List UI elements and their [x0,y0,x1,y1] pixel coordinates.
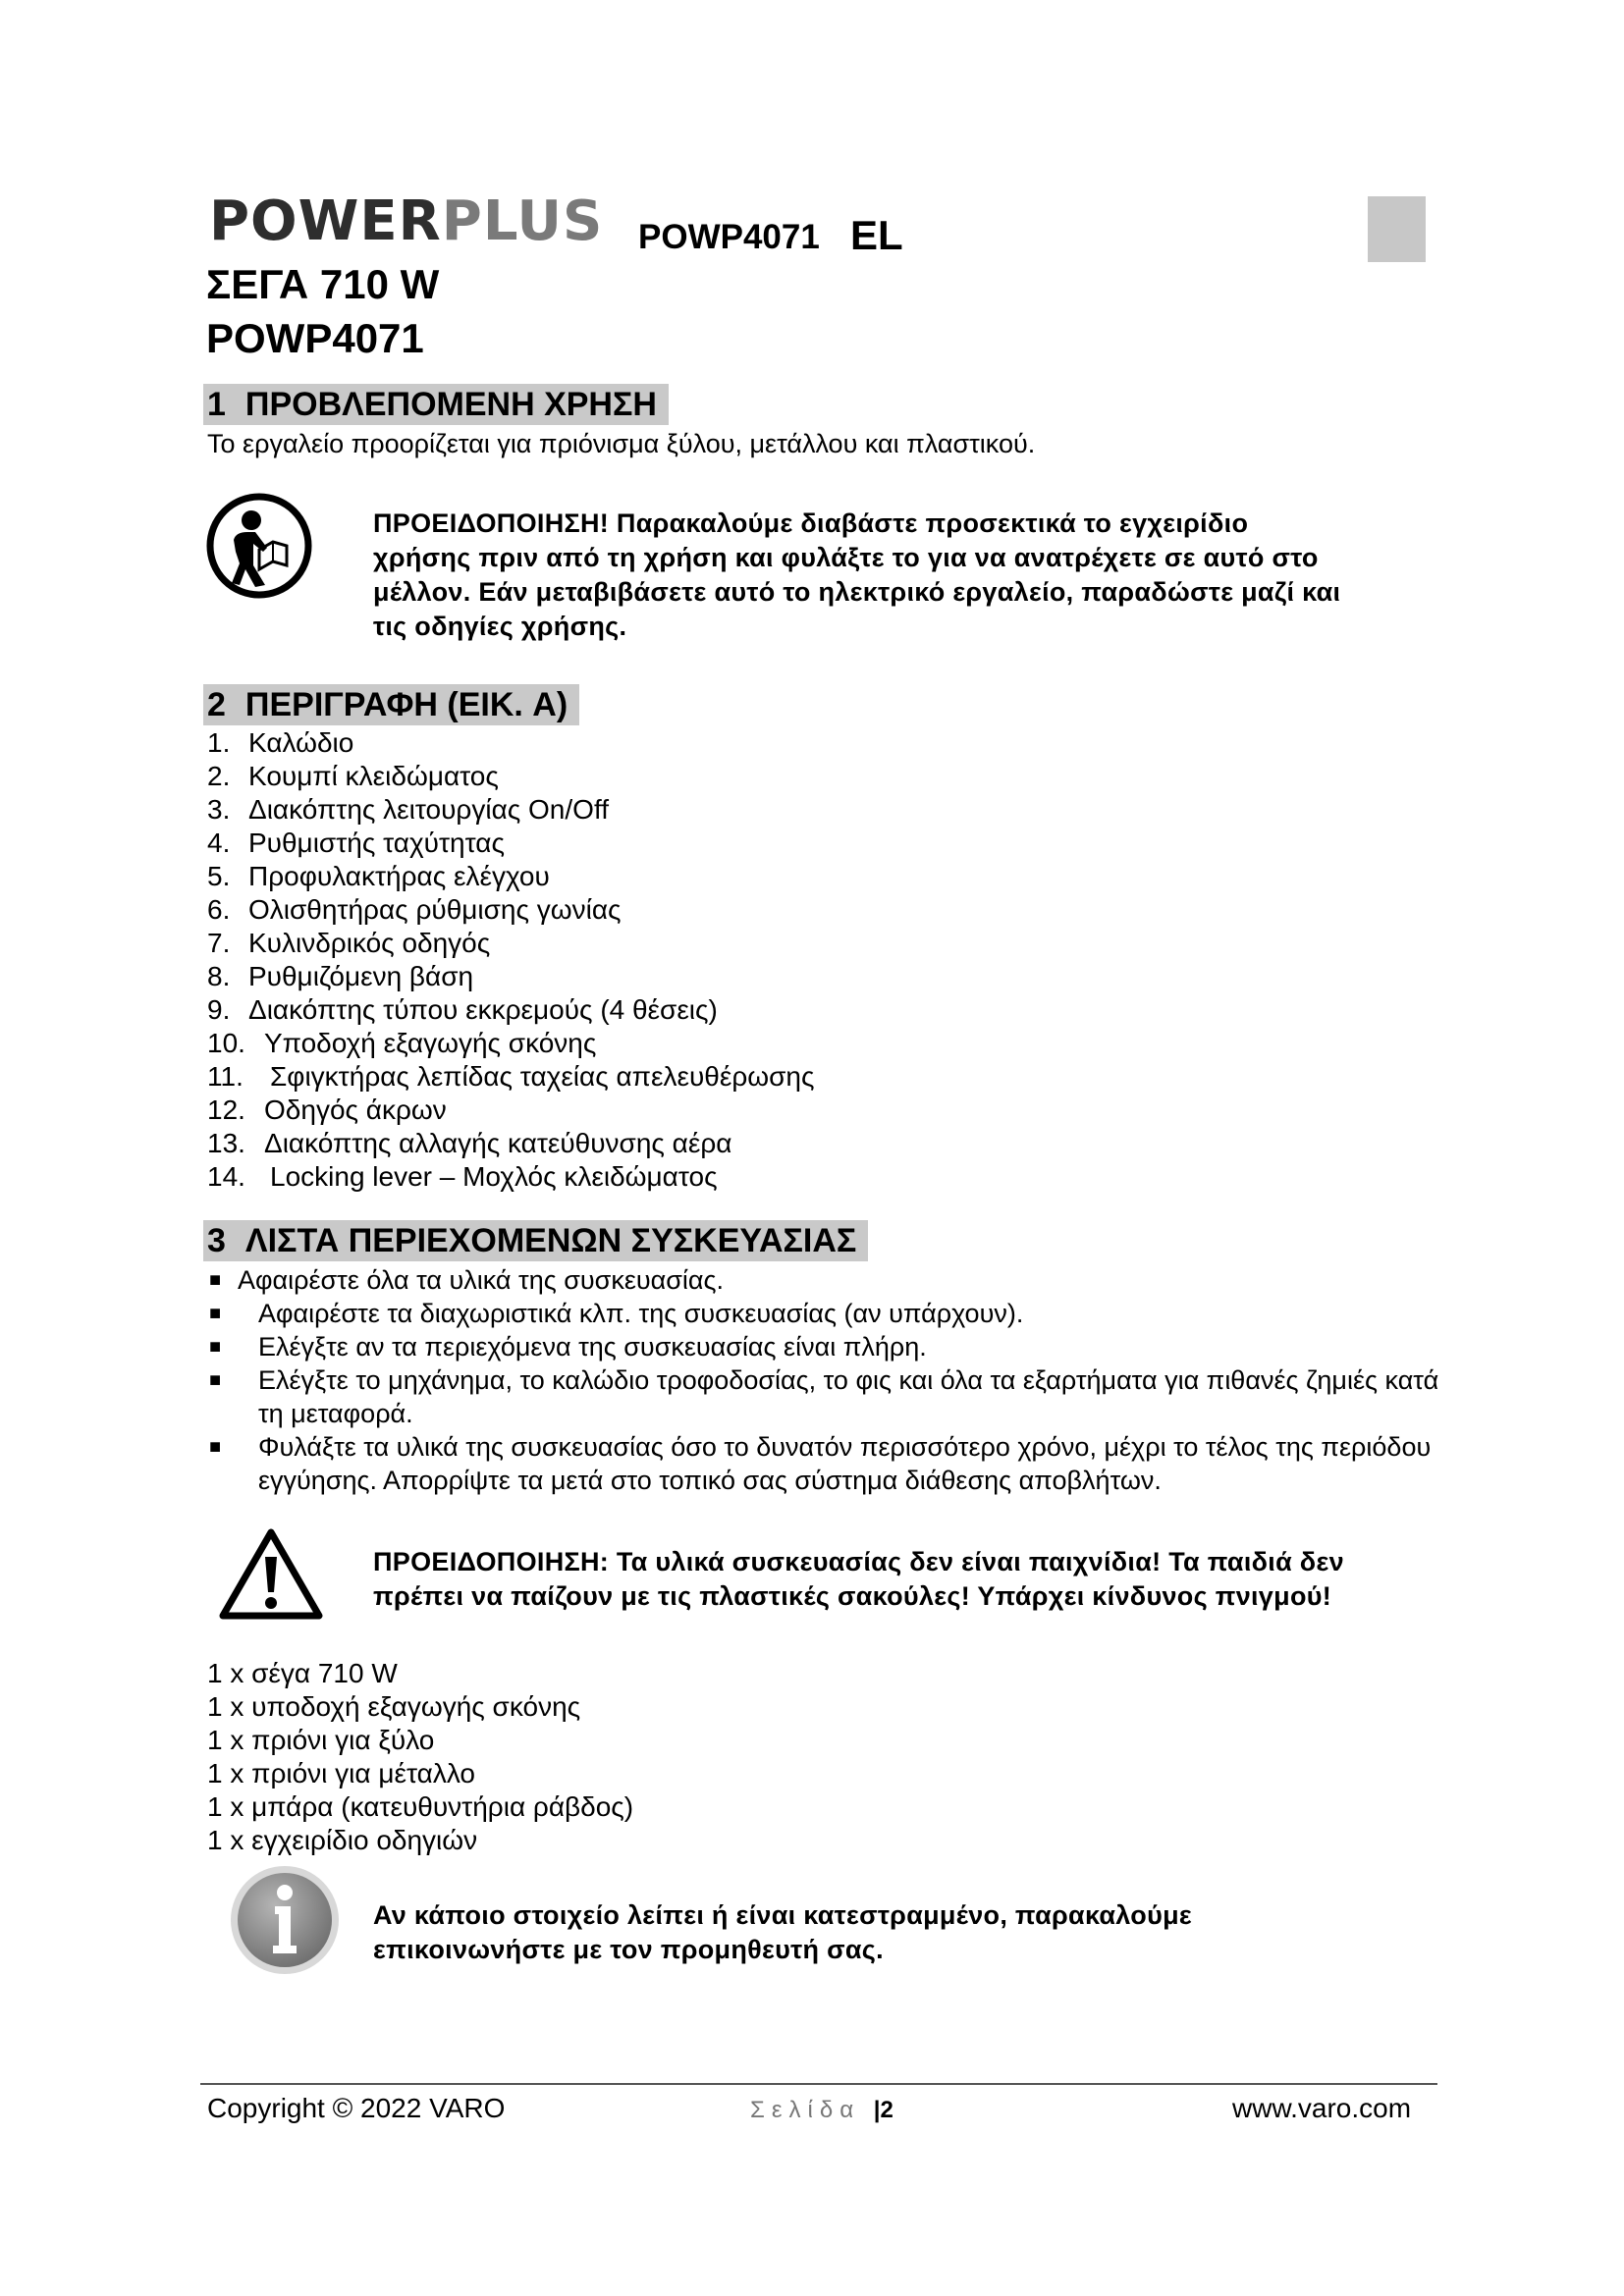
item-number: 8. [207,961,231,991]
item-number: 3. [207,794,231,825]
list-item [207,1160,814,1194]
language-code: EL [850,212,903,258]
footer-page-indicator [750,2097,893,2124]
list-item [207,1060,814,1094]
section-title: ΠΡΟΒΛΕΠΟΜΕΝΗ ΧΡΗΣΗ [244,386,657,423]
notice-line: Αν κάποιο στοιχείο λείπει ή είναι κατεστραμμένο, παρακαλούμε [373,1900,1193,1930]
list-item [207,927,814,960]
page-number: 2 [880,2097,893,2123]
section-title: ΠΕΡΙΓΡΑΦΗ (ΕΙΚ. A) [244,686,568,723]
item-label: Κυλινδρικός οδηγός [248,928,491,958]
list-item [207,1127,814,1160]
list-item [207,960,814,993]
item-number: 4. [207,828,231,858]
product-title: ΣΕΓΑ 710 W [206,261,440,307]
package-contents-list [207,1657,633,1857]
item-label: Ολισθητήρας ρύθμισης γωνίας [248,894,622,925]
footer-copyright: Copyright © 2022 VARO [207,2093,506,2123]
item-label: Ρυθμιζόμενη βάση [248,961,474,991]
list-item [207,793,814,827]
item-number: 14. [207,1161,245,1192]
brand-logo-power: POWER [209,189,442,253]
brand-logo-plus: PLUS [441,189,604,253]
section-number: 3 [207,1222,226,1259]
warning-line: ΠΡΟΕΙΔΟΠΟΙΗΣΗ! Παρακαλούμε διαβάστε προσεκτικά το εγχειρίδιο [373,508,1249,538]
bullet-icon: ■ [209,1436,222,1458]
bullet-item [203,1297,1440,1330]
safety-warning [373,507,1434,644]
list-item: 1 x υποδοχή εξαγωγής σκόνης [207,1691,581,1722]
bullet-text: Ελέγξτε το μηχάνημα, το καλώδιο τροφοδοσίας, το φις και όλα τα εξαρτήματα για πιθανές ζημιές κατά τη μεταφορά. [258,1365,1439,1428]
item-number: 9. [207,994,231,1025]
item-label: Διακόπτης τύπου εκκρεμούς (4 θέσεις) [248,994,718,1025]
item-label: Locking lever – Μοχλός κλειδώματος [270,1161,718,1192]
packaging-warning [373,1545,1434,1614]
list-item [207,993,814,1027]
list-item [207,827,814,860]
warning-line: χρήσης πριν από τη χρήση και φυλάξτε το για να ανατρέχετε σε αυτό στο [373,543,1319,572]
brand-logo [209,189,604,253]
bullet-text: Αφαιρέστε τα διαχωριστικά κλπ. της συσκευασίας (αν υπάρχουν). [258,1299,1024,1328]
list-item [207,1027,814,1060]
read-manual-icon [204,491,314,601]
section-heading-package-contents [203,1220,868,1261]
intended-use-text: Το εργαλείο προορίζεται για πριόνισμα ξύλου, μετάλλου και πλαστικού. [207,429,1036,458]
warning-line: τις οδηγίες χρήσης. [373,612,627,641]
item-label: Σφιγκτήρας λεπίδας ταχείας απελευθέρωσης [270,1061,815,1092]
list-item [207,860,814,893]
bullet-item [203,1263,1440,1297]
warning-line: μέλλον. Εάν μεταβιβάσετε αυτό το ηλεκτρικό εργαλείο, παραδώστε μαζί και [373,577,1341,607]
bullet-text: Ελέγξτε αν τα περιεχόμενα της συσκευασίας είναι πλήρη. [258,1332,927,1362]
section-heading-intended-use [203,384,669,425]
info-icon [228,1863,342,1977]
list-item: 1 x σέγα 710 W [207,1658,398,1688]
bullet-item [203,1363,1440,1430]
bullet-icon: ■ [209,1303,222,1324]
notice-line: επικοινωνήστε με τον προμηθευτή σας. [373,1935,884,1964]
item-label: Κουμπί κλειδώματος [248,761,499,791]
item-number: 1. [207,727,231,758]
list-item [207,893,814,927]
list-item [207,1094,814,1127]
page-separator: | [873,2097,881,2123]
bullet-icon: ■ [209,1336,222,1358]
bullet-item [203,1430,1440,1497]
unpacking-instructions [203,1263,1440,1497]
list-item [207,760,814,793]
item-number: 5. [207,861,231,891]
parts-list [207,726,814,1194]
bullet-text: Φυλάξτε τα υλικά της συσκευασίας όσο το δυνατόν περισσότερο χρόνο, μέχρι το τέλος της περιόδου εγγύησης. Απορρίψτε τα μετά στο τοπικό σας σύστημα διάθεσης αποβλήτων. [258,1432,1432,1495]
item-label: Ρυθμιστής ταχύτητας [248,828,505,858]
item-number: 12. [207,1095,245,1125]
footer-website: www.varo.com [1232,2093,1412,2123]
item-label: Διακόπτης αλλαγής κατεύθυνσης αέρα [264,1128,732,1158]
product-model: POWP4071 [206,315,424,361]
bullet-icon: ■ [209,1269,222,1291]
item-number: 13. [207,1128,245,1158]
section-number: 1 [207,386,226,423]
section-title: ΛΙΣΤΑ ΠΕΡΙΕΧΟΜΕΝΩΝ ΣΥΣΚΕΥΑΣΙΑΣ [244,1222,857,1259]
section-number: 2 [207,686,226,723]
section-heading-description [203,684,579,725]
item-label: Οδηγός άκρων [264,1095,447,1125]
item-number: 6. [207,894,231,925]
item-number: 7. [207,928,231,958]
language-tab-marker [1368,196,1426,262]
page-label: Σελίδα [750,2097,861,2123]
item-label: Προφυλακτήρας ελέγχου [248,861,550,891]
item-number: 10. [207,1028,245,1058]
item-number: 2. [207,761,231,791]
list-item: 1 x μπάρα (κατευθυντήρια ράβδος) [207,1791,634,1822]
warning-line: πρέπει να παίζουν με τις πλαστικές σακούλες! Υπάρχει κίνδυνος πνιγμού! [373,1581,1332,1611]
bullet-item [203,1330,1440,1363]
missing-parts-notice [373,1898,1434,1967]
item-number: 11. [207,1061,244,1092]
warning-line: ΠΡΟΕΙΔΟΠΟΙΗΣΗ: Τα υλικά συσκευασίας δεν είναι παιχνίδια! Τα παιδιά δεν [373,1547,1344,1576]
footer-divider [200,2083,1437,2085]
item-label: Καλώδιο [248,727,354,758]
bullet-icon: ■ [209,1369,222,1391]
list-item: 1 x εγχειρίδιο οδηγιών [207,1825,478,1855]
list-item: 1 x πριόνι για μέταλλο [207,1758,475,1789]
list-item: 1 x πριόνι για ξύλο [207,1725,435,1755]
item-label: Διακόπτης λειτουργίας On/Off [248,794,609,825]
item-label: Υποδοχή εξαγωγής σκόνης [264,1028,597,1058]
list-item [207,726,814,760]
bullet-text: Αφαιρέστε όλα τα υλικά της συσκευασίας. [238,1265,725,1295]
model-code: POWP4071 [638,218,820,256]
warning-triangle-icon [218,1527,324,1622]
